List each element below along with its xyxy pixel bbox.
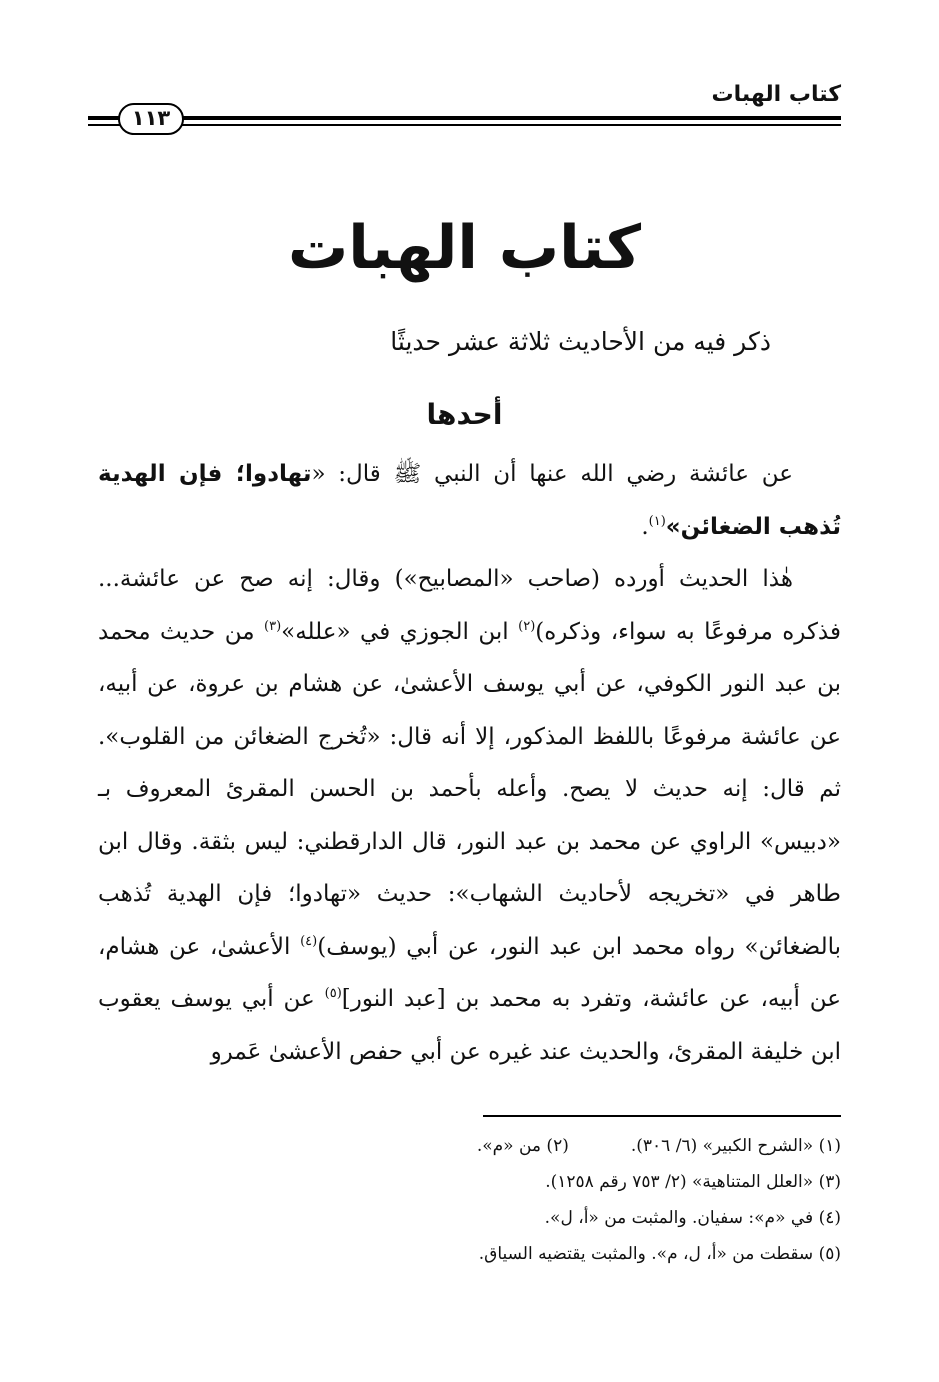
footnotes [98, 1128, 841, 1272]
footnote-3: (٣) «العلل المتناهية» (٢/ ٧٥٣ رقم ١٢٥٨). [545, 1172, 841, 1192]
footnote-ref-2: (٢) [518, 618, 536, 634]
section-heading: أحدها [426, 398, 503, 431]
commentary-text-2: ابن الجوزي في «علله» [281, 618, 519, 645]
footnote-ref-3: (٣) [264, 618, 282, 634]
hadith-close-quote: » [665, 513, 681, 540]
paragraph-hadith-lead: عن عائشة رضي الله عنها أن النبي ﷺ قال: « [311, 461, 793, 487]
footnote-ref-4: (٤) [300, 933, 318, 949]
main-text [98, 448, 841, 1078]
running-title: كتاب الهبات [711, 82, 841, 107]
footnote-2: (٢) من «م». [476, 1136, 569, 1156]
book-title: كتاب الهبات [287, 213, 642, 283]
page-number: ١١٣ [118, 103, 184, 135]
header-rule-thin [88, 124, 841, 126]
footnote-5: (٥) سقطت من «أ، ل، م». والمثبت يقتضيه السياق. [478, 1244, 841, 1264]
footnote-4: (٤) في «م»: سفيان. والمثبت من «أ، ل». [544, 1208, 841, 1228]
commentary-text-4: الأعشىٰ، عن هشام، عن أبيه، عن عائشة، وتفرد به محمد بن [عبد النور] [98, 933, 842, 1012]
paragraph-hadith [98, 448, 841, 553]
header-rule-thick [88, 116, 841, 120]
footnote-1: (١) «الشرح الكبير» (٦/ ٣٠٦). [630, 1136, 841, 1156]
hadith-text: تهادوا؛ فإن الهدية تُذهب الضغائن [98, 461, 841, 540]
paragraph-hadith-end: . [641, 513, 649, 540]
book-intro: ذكر فيه من الأحاديث ثلاثة عشر حديثًا [390, 327, 771, 356]
running-header [88, 80, 841, 140]
paragraph-commentary [98, 553, 841, 1078]
footnote-ref-1: (١) [648, 513, 666, 529]
commentary-text-1: هٰذا الحديث أورده (صاحب «المصابيح») وقال: إنه صح عن عائشة... فذكره مرفوعًا به سواء، وذكره) [98, 566, 841, 645]
footnote-ref-5: (٥) [324, 986, 342, 1001]
commentary-text-3: من حديث محمد بن عبد النور الكوفي، عن أبي يوسف الأعشىٰ، عن هشام بن عروة، عن أبيه، عن عائشة مرفوعًا باللفظ المذكور، إلا أنه قال: «تُخرج الضغائن من القلوب». ثم قال: إنه حديث لا يصح. وأعله بأحمد بن الحسن المقرئ المعروف بـ «دبيس» الراوي عن محمد بن عبد النور، قال الدارقطني: ليس بثقة. وقال ابن طاهر في «تخريجه لأحاديث الشهاب»: حديث «تهادوا؛ فإن الهدية تُذهب بالضغائن» رواه محمد ابن عبد النور، عن أبي (يوسف) [98, 618, 842, 960]
commentary-text-5: عن أبي يوسف يعقوب ابن خليفة المقرئ، والحديث عند غيره عن أبي حفص الأعشىٰ عَمرو [98, 986, 841, 1065]
footnote-separator [483, 1115, 841, 1117]
footnote-line-1 [98, 1128, 841, 1164]
